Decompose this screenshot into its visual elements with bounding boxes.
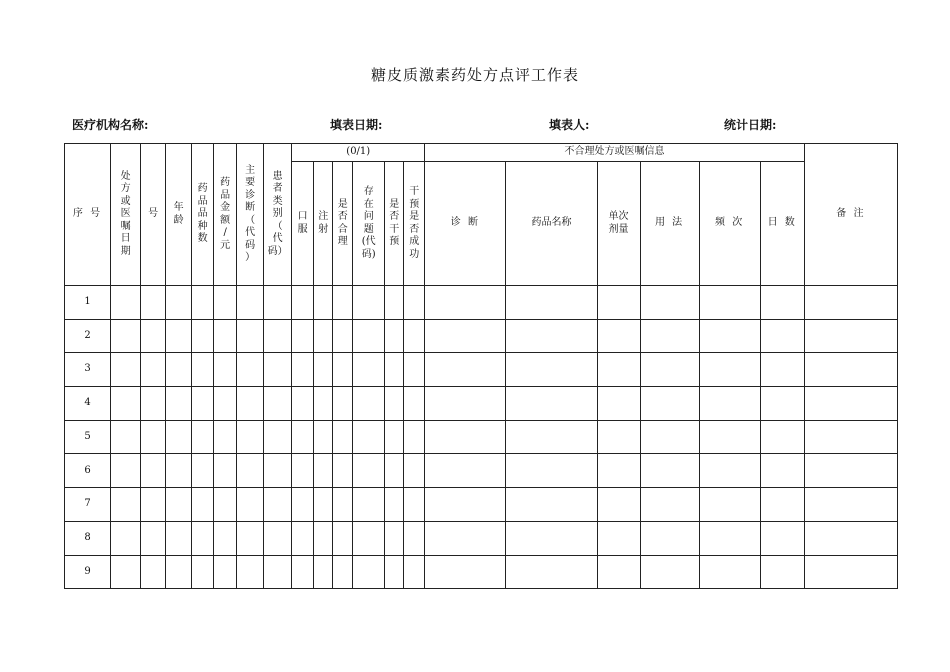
header-char: 射 [318,223,329,235]
table-cell[interactable] [214,387,237,421]
table-cell[interactable] [804,387,897,421]
header-char: 诊 [245,189,256,201]
table-cell[interactable] [214,555,237,589]
filler-label: 填表人: [549,118,590,132]
header-char: 代 [272,233,283,245]
table-cell[interactable] [237,488,264,522]
table-cell[interactable] [506,286,597,320]
row-number: 4 [65,387,111,421]
table-cell[interactable] [425,420,506,454]
table-cell[interactable] [214,521,237,555]
header-frequency: 频 次 [699,162,760,286]
header-char: 别 [272,208,283,220]
table-cell[interactable] [385,319,404,353]
table-cell[interactable] [640,319,699,353]
header-char: 否 [389,211,400,222]
table-cell[interactable] [804,286,897,320]
header-number: 号 [141,144,166,286]
table-cell[interactable] [760,488,804,522]
table-cell[interactable] [506,387,597,421]
table-cell[interactable] [404,521,425,555]
table-cell[interactable] [166,353,192,387]
header-char: 断 [245,202,256,213]
header-group-01: (0/1) [292,144,425,162]
table-cell[interactable] [214,488,237,522]
table-cell[interactable] [804,420,897,454]
header-drug-name: 药品名称 [506,162,597,286]
header-days: 日 数 [760,162,804,286]
header-char: 口 [297,211,308,222]
header-char: 额 [220,214,231,226]
row-number: 2 [65,319,111,353]
table-cell[interactable] [192,387,214,421]
table-cell[interactable] [111,286,141,320]
table-cell[interactable] [385,521,404,555]
header-char: (代 [361,236,376,247]
table-cell[interactable] [353,454,385,488]
header-intervention-success [404,162,425,286]
table-cell[interactable] [640,454,699,488]
header-char: 单次 [608,211,629,222]
table-cell[interactable] [597,319,640,353]
table-cell[interactable] [333,555,353,589]
table-cell[interactable] [760,420,804,454]
header-char: 理 [337,236,348,247]
header-char: 类 [272,195,283,207]
table-cell[interactable] [214,454,237,488]
header-char: 是 [409,211,420,222]
table-cell[interactable] [353,353,385,387]
row-number: 7 [65,488,111,522]
header-patient-type [264,144,292,286]
header-problem [353,162,385,286]
header-char: 处 [120,170,131,182]
header-char: 服 [297,223,308,235]
table-cell[interactable] [237,555,264,589]
table-cell[interactable] [404,454,425,488]
table-cell[interactable] [111,319,141,353]
table-cell[interactable] [404,488,425,522]
header-char: 元 [220,239,231,251]
header-reasonable [333,162,353,286]
header-intervened [385,162,404,286]
table-cell[interactable] [760,521,804,555]
table-cell[interactable] [353,488,385,522]
header-char: 剂量 [608,223,629,235]
table-cell[interactable] [699,353,760,387]
table-cell[interactable] [214,319,237,353]
header-char: 是 [337,198,348,210]
table-cell[interactable] [292,353,314,387]
header-char: 主 [245,164,256,176]
table-cell[interactable] [404,286,425,320]
header-char: 要 [245,177,256,188]
table-cell[interactable] [292,521,314,555]
table-cell[interactable] [353,420,385,454]
header-char: / [223,227,227,238]
table-cell[interactable] [166,488,192,522]
header-char: 嘱 [120,220,131,232]
table-cell[interactable] [141,387,166,421]
header-remarks: 备 注 [804,144,897,286]
review-table [64,143,898,589]
table-cell[interactable] [166,420,192,454]
table-cell[interactable] [699,420,760,454]
header-char: 存 [363,186,374,197]
table-cell[interactable] [333,353,353,387]
row-number: 3 [65,353,111,387]
table-row [65,488,898,522]
table-cell[interactable] [166,555,192,589]
header-char: 码） [267,245,288,257]
header-char: 方 [120,183,131,195]
table-cell[interactable] [385,454,404,488]
table-cell[interactable] [166,286,192,320]
table-cell[interactable] [264,286,292,320]
table-cell[interactable] [264,319,292,353]
header-drug-amount [214,144,237,286]
table-cell[interactable] [166,319,192,353]
table-row [65,319,898,353]
table-cell[interactable] [111,521,141,555]
table-cell[interactable] [699,454,760,488]
table-cell[interactable] [192,286,214,320]
header-char: 码) [361,248,376,260]
header-char: 品 [197,208,208,220]
table-cell[interactable] [385,286,404,320]
table-cell[interactable] [760,286,804,320]
header-char: 在 [363,198,374,210]
table-cell[interactable] [506,454,597,488]
table-cell[interactable] [425,521,506,555]
header-oral [292,162,314,286]
table-cell[interactable] [385,420,404,454]
table-cell[interactable] [237,454,264,488]
table-cell[interactable] [314,454,333,488]
table-cell[interactable] [699,488,760,522]
table-cell[interactable] [404,420,425,454]
row-number: 9 [65,555,111,589]
table-cell[interactable] [506,353,597,387]
header-seq: 序 号 [65,144,111,286]
header-single-dose [597,162,640,286]
table-cell[interactable] [141,353,166,387]
table-cell[interactable] [506,488,597,522]
table-cell[interactable] [111,454,141,488]
table-cell[interactable] [640,420,699,454]
table-cell[interactable] [640,555,699,589]
table-cell[interactable] [597,387,640,421]
table-cell[interactable] [141,420,166,454]
table-cell[interactable] [353,555,385,589]
table-cell[interactable] [214,286,237,320]
table-cell[interactable] [237,521,264,555]
table-cell[interactable] [292,555,314,589]
table-cell[interactable] [314,387,333,421]
table-cell[interactable] [237,420,264,454]
table-cell[interactable] [264,521,292,555]
table-cell[interactable] [192,488,214,522]
table-cell[interactable] [404,319,425,353]
table-cell[interactable] [333,488,353,522]
header-char: 患 [272,170,283,182]
table-cell[interactable] [353,319,385,353]
table-cell[interactable] [192,420,214,454]
table-cell[interactable] [141,286,166,320]
fill-date-label: 填表日期: [330,118,383,132]
table-cell[interactable] [760,555,804,589]
table-cell[interactable] [506,521,597,555]
table-cell[interactable] [314,521,333,555]
table-cell[interactable] [597,286,640,320]
table-cell[interactable] [292,319,314,353]
table-cell[interactable] [385,555,404,589]
table-cell[interactable] [385,353,404,387]
table-cell[interactable] [292,454,314,488]
table-cell[interactable] [314,286,333,320]
table-cell[interactable] [111,387,141,421]
table-cell[interactable] [353,286,385,320]
header-char: 否 [337,211,348,222]
header-diagnosis: 诊 断 [425,162,506,286]
header-unreasonable-group: 不合理处方或医嘱信息 [425,144,804,162]
table-cell[interactable] [264,387,292,421]
table-cell[interactable] [804,454,897,488]
header-char: 药 [197,183,208,195]
table-cell[interactable] [192,454,214,488]
table-cell[interactable] [640,286,699,320]
table-cell[interactable] [699,555,760,589]
table-cell[interactable] [314,420,333,454]
table-cell[interactable] [333,521,353,555]
table-cell[interactable] [141,521,166,555]
table-cell[interactable] [264,420,292,454]
table-row [65,454,898,488]
table-cell[interactable] [804,555,897,589]
table-cell[interactable] [333,387,353,421]
table-cell[interactable] [425,387,506,421]
header-char: 年 [173,202,184,213]
table-cell[interactable] [760,387,804,421]
table-cell[interactable] [333,286,353,320]
table-cell[interactable] [264,555,292,589]
header-char: 是 [389,198,400,210]
row-number: 8 [65,521,111,555]
table-cell[interactable] [699,521,760,555]
table-cell[interactable] [804,319,897,353]
table-cell[interactable] [192,353,214,387]
table-cell[interactable] [292,488,314,522]
table-cell[interactable] [404,353,425,387]
org-name-label: 医疗机构名称: [72,118,149,132]
table-cell[interactable] [597,454,640,488]
table-cell[interactable] [640,521,699,555]
table-cell[interactable] [192,319,214,353]
header-char: 龄 [173,214,184,226]
table-cell[interactable] [314,555,333,589]
table-cell[interactable] [425,454,506,488]
table-row [65,387,898,421]
table-cell[interactable] [333,420,353,454]
table-cell[interactable] [314,488,333,522]
table-cell[interactable] [237,353,264,387]
header-char: （ [272,220,283,232]
table-cell[interactable] [506,555,597,589]
table-cell[interactable] [111,353,141,387]
table-cell[interactable] [760,454,804,488]
header-char: 期 [120,245,131,257]
table-cell[interactable] [111,420,141,454]
header-char: 药 [220,177,231,188]
header-char: 数 [197,233,208,245]
header-char: 成 [409,236,420,247]
table-cell[interactable] [333,319,353,353]
header-char: 预 [389,236,400,247]
header-char: 问 [363,211,374,222]
header-char: 否 [409,223,420,235]
table-row [65,286,898,320]
table-cell[interactable] [141,555,166,589]
table-cell[interactable] [237,286,264,320]
header-char: 注 [318,211,329,222]
table-cell[interactable] [214,353,237,387]
header-usage: 用 法 [640,162,699,286]
table-row [65,555,898,589]
table-cell[interactable] [597,488,640,522]
table-cell[interactable] [166,521,192,555]
header-char: 代 [245,227,256,238]
header-char: 医 [120,208,131,220]
header-char: 干 [409,186,420,197]
table-cell[interactable] [385,387,404,421]
header-injection [314,162,333,286]
row-number: 5 [65,420,111,454]
table-cell[interactable] [192,521,214,555]
table-cell[interactable] [292,387,314,421]
table-cell[interactable] [760,319,804,353]
table-cell[interactable] [264,488,292,522]
header-char: 种 [197,220,208,232]
header-char: 者 [272,183,283,195]
table-cell[interactable] [237,387,264,421]
table-cell[interactable] [264,454,292,488]
table-cell[interactable] [353,521,385,555]
table-cell[interactable] [404,555,425,589]
table-cell[interactable] [597,353,640,387]
table-cell[interactable] [314,319,333,353]
table-cell[interactable] [166,387,192,421]
table-cell[interactable] [111,555,141,589]
table-cell[interactable] [214,420,237,454]
table-cell[interactable] [425,353,506,387]
header-char: 题 [363,223,374,235]
header-char: 金 [220,202,231,213]
table-cell[interactable] [597,420,640,454]
table-row [65,521,898,555]
header-char: （ [245,214,256,226]
table-cell[interactable] [640,353,699,387]
header-char: 预 [409,198,420,210]
table-cell[interactable] [640,387,699,421]
page-title: 糖皮质激素药处方点评工作表 [370,66,579,84]
table-cell[interactable] [314,353,333,387]
header-char: ） [245,252,256,263]
table-cell[interactable] [111,488,141,522]
table-cell[interactable] [760,353,804,387]
header-rx-date [111,144,141,286]
table-cell[interactable] [141,454,166,488]
table-cell[interactable] [804,353,897,387]
header-age [166,144,192,286]
row-number: 1 [65,286,111,320]
header-char: 功 [409,248,420,260]
header-drug-count [192,144,214,286]
table-cell[interactable] [292,286,314,320]
table-cell[interactable] [141,319,166,353]
table-cell[interactable] [192,555,214,589]
table-cell[interactable] [640,488,699,522]
table-cell[interactable] [425,286,506,320]
header-char: 合 [337,223,348,235]
table-cell[interactable] [804,521,897,555]
table-cell[interactable] [699,319,760,353]
table-row [65,353,898,387]
header-char: 干 [389,223,400,235]
table-row [65,420,898,454]
table-cell[interactable] [597,555,640,589]
table-cell[interactable] [425,555,506,589]
table-cell[interactable] [804,488,897,522]
table-cell[interactable] [404,387,425,421]
table-cell[interactable] [597,521,640,555]
table-cell[interactable] [699,387,760,421]
row-number: 6 [65,454,111,488]
table-cell[interactable] [506,420,597,454]
table-cell[interactable] [333,454,353,488]
table-cell[interactable] [141,488,166,522]
table-cell[interactable] [425,319,506,353]
table-cell[interactable] [506,319,597,353]
table-cell[interactable] [353,387,385,421]
header-main-diagnosis [237,144,264,286]
table-cell[interactable] [166,454,192,488]
header-char: 品 [197,195,208,207]
table-cell[interactable] [264,353,292,387]
header-char: 或 [120,195,131,207]
header-char: 品 [220,189,231,201]
stat-date-label: 统计日期: [724,118,777,132]
table-cell[interactable] [385,488,404,522]
table-cell[interactable] [425,488,506,522]
table-cell[interactable] [237,319,264,353]
table-cell[interactable] [292,420,314,454]
header-char: 日 [120,233,131,245]
table-cell[interactable] [699,286,760,320]
header-char: 码 [245,239,256,251]
